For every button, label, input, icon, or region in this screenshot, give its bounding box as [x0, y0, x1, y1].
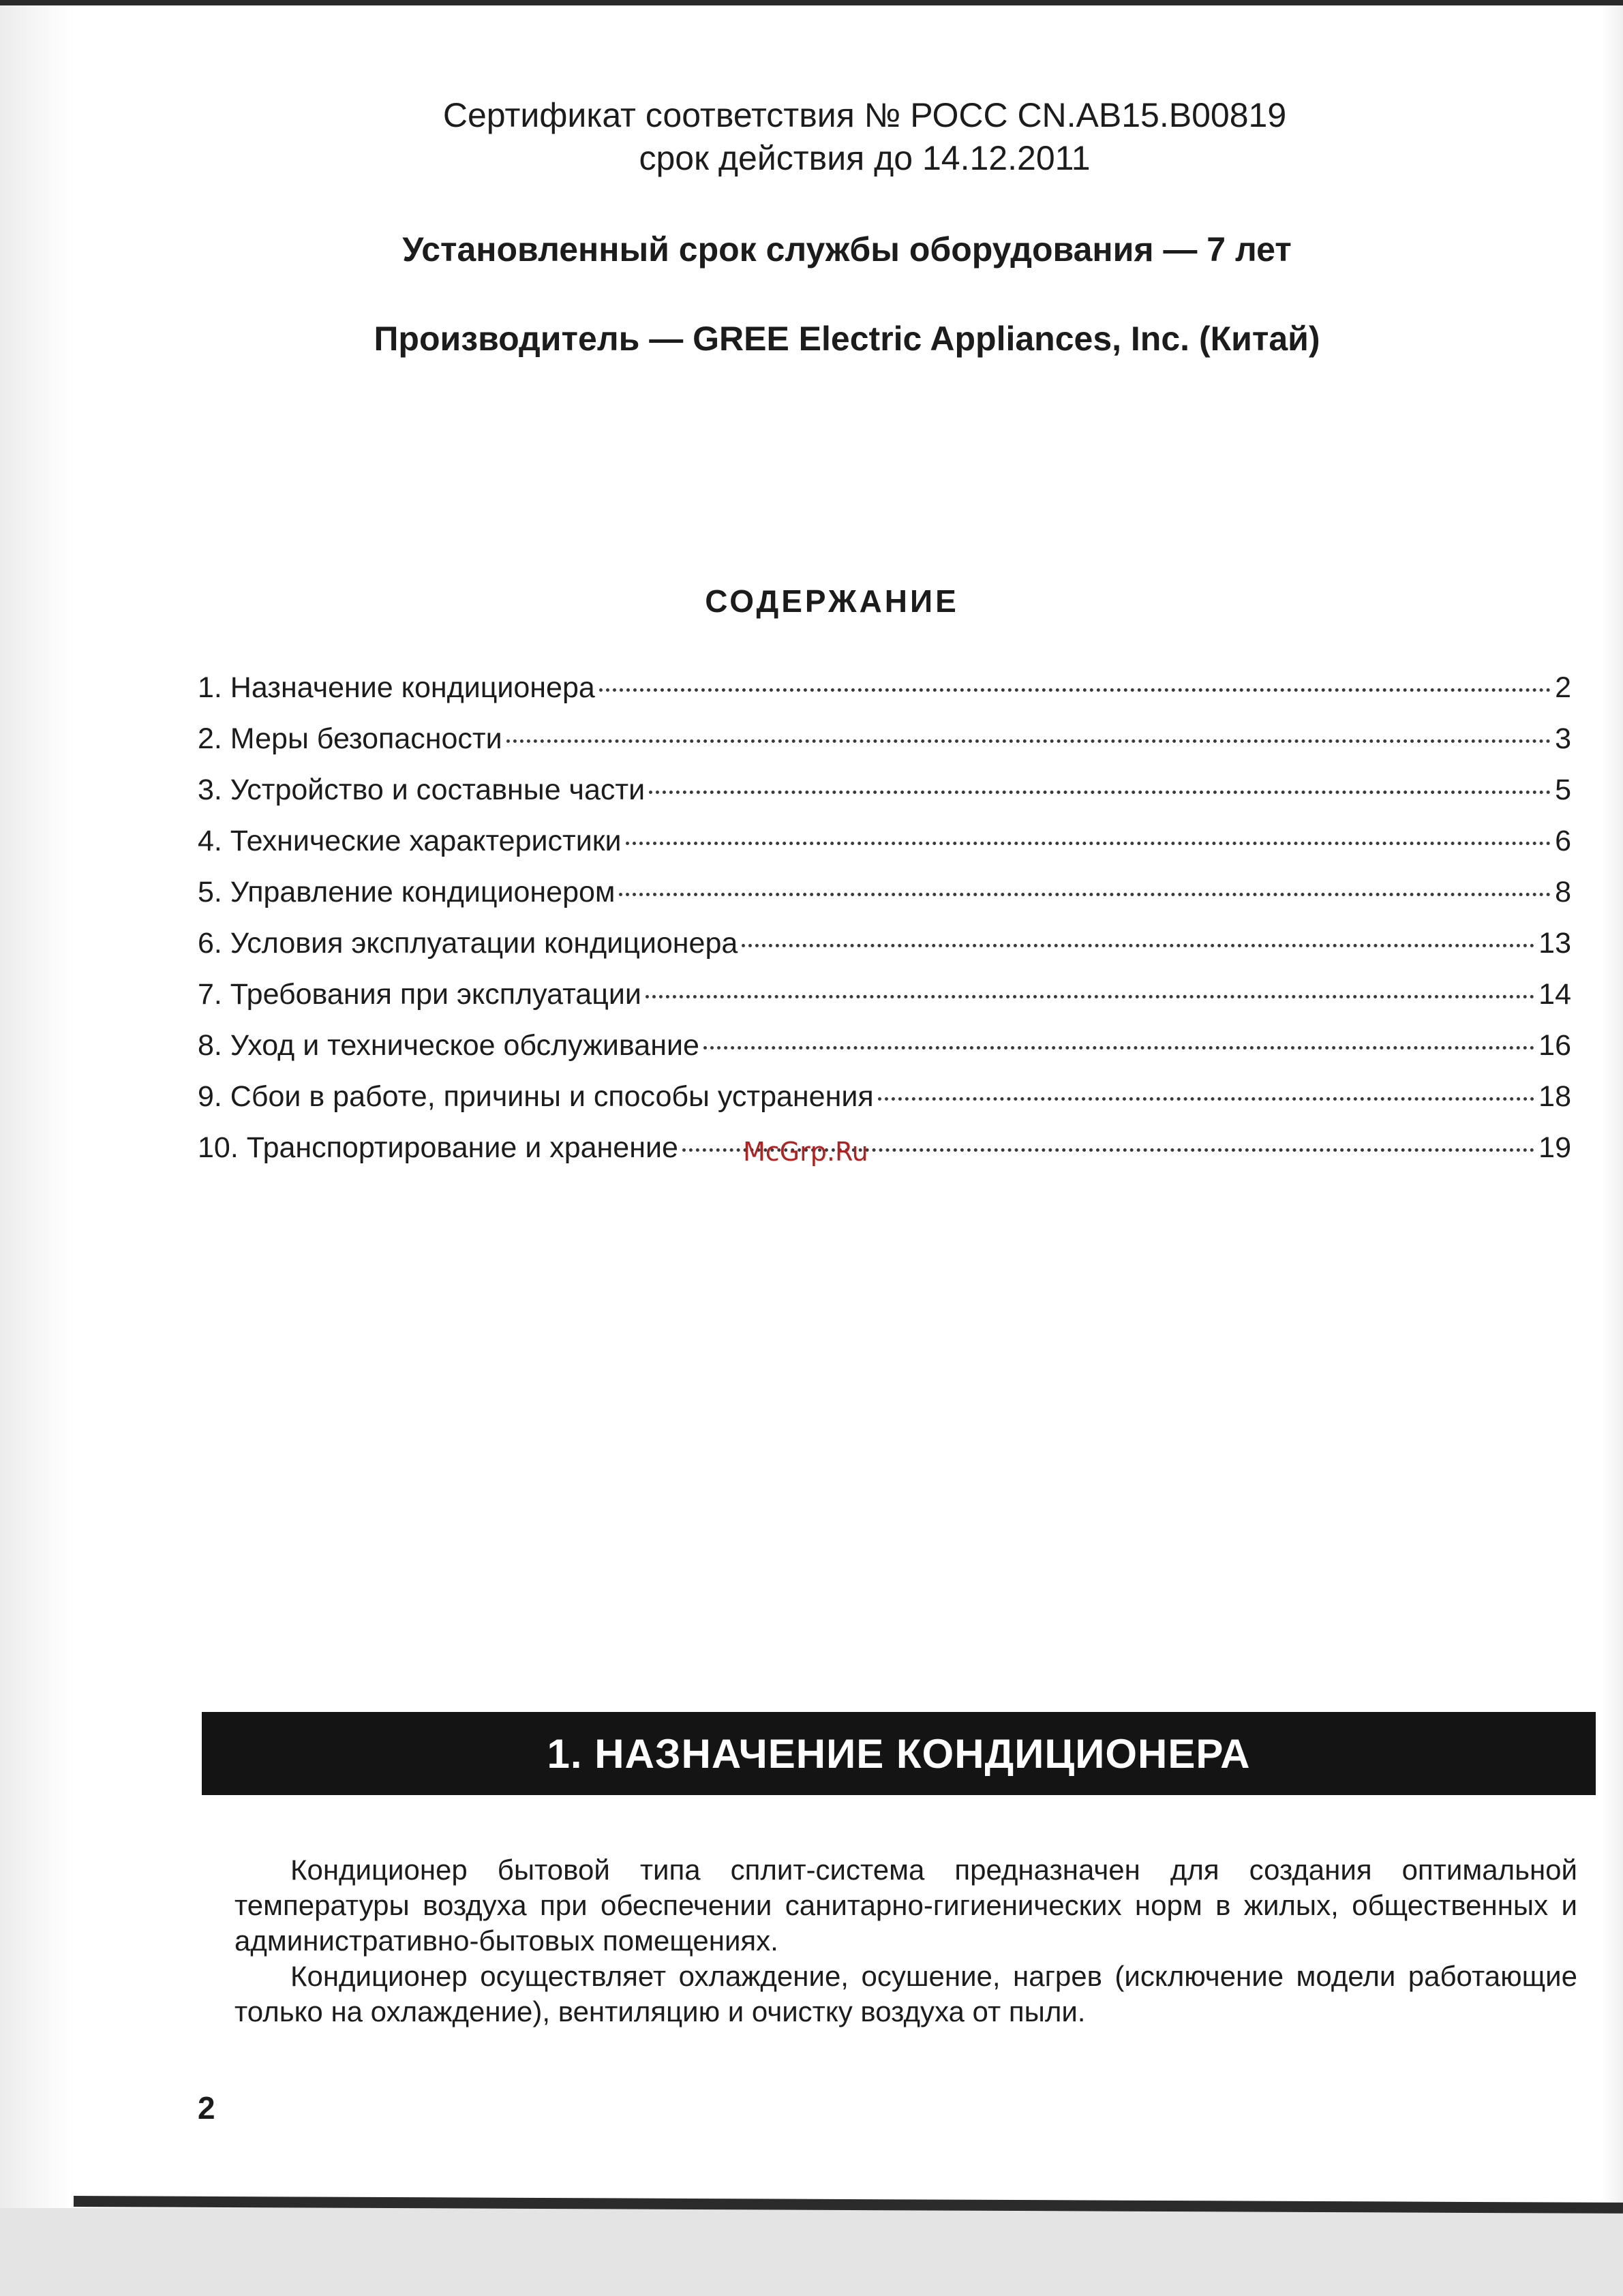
- toc-item-label: 5. Управление кондиционером: [198, 876, 616, 908]
- toc-item-page: 8: [1555, 876, 1571, 908]
- section-title: 1. НАЗНАЧЕНИЕ КОНДИЦИОНЕРА: [547, 1730, 1251, 1777]
- toc-item-label: 6. Условия эксплуатации кондиционера: [198, 927, 738, 960]
- toc-item-label: 2. Меры безопасности: [198, 722, 502, 755]
- toc-item[interactable]: [198, 1131, 1571, 1182]
- toc-item[interactable]: [198, 1080, 1571, 1131]
- toc-item[interactable]: [198, 671, 1571, 722]
- toc-item-page: 3: [1555, 722, 1571, 755]
- page-number: 2: [198, 2090, 215, 2126]
- toc-leader-dots: [878, 1097, 1535, 1101]
- toc-item-page: 16: [1538, 1029, 1571, 1062]
- toc-item-label: 10. Транспортирование и хранение: [198, 1131, 678, 1164]
- toc-item[interactable]: [198, 978, 1571, 1029]
- scan-top-edge: [0, 0, 1623, 5]
- toc-item[interactable]: [198, 825, 1571, 876]
- toc-item-label: 9. Сбои в работе, причины и способы устранения: [198, 1080, 874, 1113]
- toc-item[interactable]: [198, 774, 1571, 825]
- scan-bottom-band: [0, 2208, 1623, 2296]
- toc-leader-dots: [506, 739, 1551, 743]
- manufacturer-line: Производитель — GREE Electric Appliances, Inc. (Китай): [374, 320, 1320, 358]
- toc-item-page: 2: [1555, 671, 1571, 704]
- toc-item-label: 4. Технические характеристики: [198, 825, 622, 857]
- toc-item[interactable]: [198, 1029, 1571, 1080]
- toc-item-label: 3. Устройство и составные части: [198, 774, 646, 806]
- toc-leader-dots: [703, 1046, 1534, 1050]
- toc-item-page: 5: [1555, 774, 1571, 806]
- toc-item[interactable]: [198, 876, 1571, 927]
- toc-leader-dots: [599, 688, 1551, 692]
- toc-leader-dots: [649, 791, 1551, 794]
- toc-item-label: 1. Назначение кондиционера: [198, 671, 595, 704]
- toc-item[interactable]: [198, 927, 1571, 978]
- toc-item-page: 13: [1538, 927, 1571, 960]
- toc-item-label: 7. Требования при эксплуатации: [198, 978, 641, 1011]
- section-heading-bar: [202, 1712, 1596, 1795]
- toc-item-page: 6: [1555, 825, 1571, 857]
- toc-leader-dots: [626, 842, 1551, 845]
- paragraph: Кондиционер осуществляет охлаждение, осушение, нагрев (исключение модели работающие только на охлаждение), вентиляцию и очистку воздуха от пыли.: [234, 1960, 1577, 2027]
- toc-title: СОДЕРЖАНИЕ: [705, 583, 959, 619]
- toc-leader-dots: [646, 995, 1534, 998]
- toc-item[interactable]: [198, 722, 1571, 774]
- toc-leader-dots: [742, 944, 1534, 947]
- toc-item-label: 8. Уход и техническое обслуживание: [198, 1029, 699, 1062]
- toc-item-page: 14: [1538, 978, 1571, 1011]
- table-of-contents: [198, 671, 1571, 1182]
- validity-line: срок действия до 14.12.2011: [639, 139, 1091, 177]
- certificate-line: Сертификат соответствия № РОСС CN.AB15.B00819: [442, 96, 1287, 134]
- service-life-line: Установленный срок службы оборудования — 7 лет: [402, 230, 1292, 269]
- paragraph: Кондиционер бытовой типа сплит-система предназначен для создания оптимальной температуры воздуха при обеспечении санитарно-гигиенических норм в жилых, общественных и административно-бытовых помещениях.: [234, 1854, 1577, 1957]
- toc-item-page: 18: [1538, 1080, 1571, 1113]
- toc-item-page: 19: [1538, 1131, 1571, 1164]
- watermark: McGrp.Ru: [743, 1137, 868, 1167]
- toc-leader-dots: [619, 893, 1551, 896]
- section-body: [234, 1852, 1577, 2030]
